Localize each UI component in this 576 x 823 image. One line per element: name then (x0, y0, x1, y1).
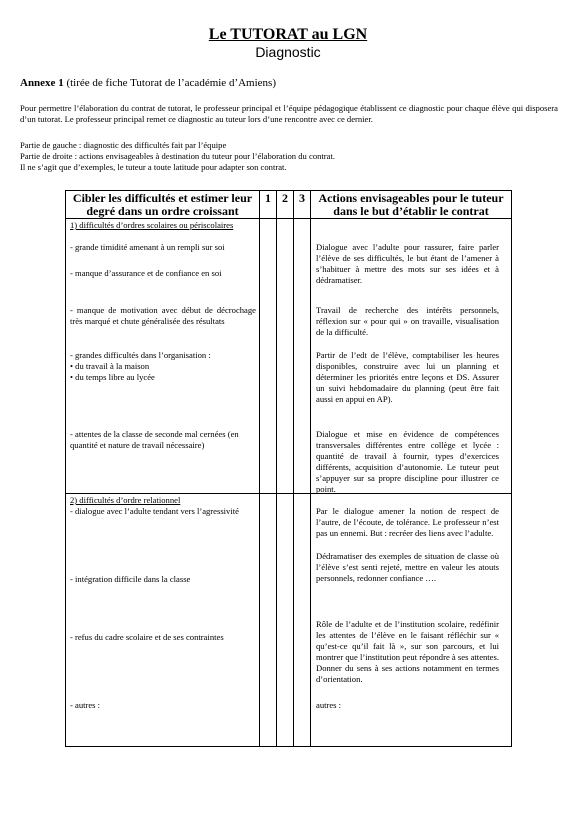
table-row-section-2 (66, 494, 512, 747)
note-examples: Il ne s’agit que d’exemples, le tuteur a toute latitude pour adapter son contrat. (20, 162, 287, 172)
section2-action-others: autres : (316, 700, 342, 710)
section1-actions-cell (311, 219, 512, 494)
section2-level-3-cell[interactable] (294, 494, 311, 747)
section2-item-others: - autres : (70, 700, 101, 710)
header-difficulties: Cibler les difficultés et estimer leur degré dans un ordre croissant (66, 191, 260, 219)
section1-item-expectations: - attentes de la classe de seconde mal cernées (en quantité et nature de travail nécessaire) (70, 429, 239, 450)
section1-action-motivation: Travail de recherche des intérêts personnels, réflexion sur « pour qui » on travaille, visualisation de la difficulté. (316, 305, 499, 337)
bullet-free-time-text: du temps libre au lycée (75, 372, 155, 382)
section2-level-2-cell[interactable] (277, 494, 294, 747)
section2-title: 2) difficultés d’ordre relationnel (70, 495, 181, 505)
organisation-bullet-free-time: • du temps libre au lycée (70, 372, 155, 382)
table-row-section-1 (66, 219, 512, 494)
section1-level-1-cell[interactable] (260, 219, 277, 494)
section1-item-organisation (70, 350, 256, 383)
table-header-row (66, 191, 512, 219)
header-level-2: 2 (277, 191, 294, 219)
annexe-source: (tirée de fiche Tutorat de l’académie d’Amiens) (63, 77, 276, 89)
header-actions: Actions envisageables pour le tuteur dans le but d’établir le contrat (311, 191, 512, 219)
section2-difficulties-cell (66, 494, 260, 747)
bullet-home-text: du travail à la maison (75, 361, 150, 371)
note-right-part: Partie de droite : actions envisageables à destination du tuteur pour l’élaboration du contrat. (20, 151, 336, 161)
section1-action-expectations: Dialogue et mise en évidence de compétences transversales différentes entre collège et lycée : quantité de travail à fournir, types d’exercices différents, acquisition d’autonomie. Le tuteur peut s’appuyer sur sa propre discipline pour illustrer ce point. (316, 429, 499, 494)
section2-actions-cell (311, 494, 512, 747)
section2-action-aggressivity: Par le dialogue amener la notion de respect de l’autre, de l’écoute, de tolérance. Le professeur n’est pas un ennemi. But : recréer des liens avec l’adulte. (316, 506, 499, 538)
section1-difficulties-cell (66, 219, 260, 494)
section1-item-timidity: - grande timidité amenant à un rempli sur soi (70, 242, 225, 252)
section1-action-timidity: Dialogue avec l’adulte pour rassurer, faire parler l’élève de ses difficultés, le but étant de l’amener à s’habituer à mettre des mots sur ses idées et à dédramatiser. (316, 242, 499, 285)
section2-level-1-cell[interactable] (260, 494, 277, 747)
section2-action-refusal: Rôle de l’adulte et de l’institution scolaire, redéfinir les attentes de l’élève en le faisant réfléchir sur « qu’est-ce qu’il fait là », sur son parcours, et lui montrer que l’institution peut répondre à ses attentes. Donner du sens à ses actions notamment en termes d’orientation. (316, 619, 499, 684)
note-left-part: Partie de gauche : diagnostic des difficultés fait par l’équipe (20, 140, 227, 150)
organisation-bullet-home: • du travail à la maison (70, 361, 150, 371)
section1-level-2-cell[interactable] (277, 219, 294, 494)
diagnostic-table (65, 190, 512, 747)
section1-action-organisation: Partir de l’edt de l’élève, comptabiliser les heures disponibles, construire avec lui un planning et déterminer les priorités entre leçons et DS. Assurer un suivi hebdomadaire du planning (peut être fait aussi en appui en AP). (316, 350, 499, 404)
section2-item-integration: - intégration difficile dans la classe (70, 574, 191, 584)
section1-item-confidence: - manque d’assurance et de confiance en soi (70, 268, 222, 278)
annexe-label: Annexe 1 (20, 77, 64, 89)
section2-item-aggressivity: - dialogue avec l’adulte tendant vers l’agressivité (70, 506, 239, 516)
section1-level-3-cell[interactable] (294, 219, 311, 494)
intro-paragraph: Pour permettre l’élaboration du contrat de tutorat, le professeur principal et l’équipe pédagogique établissent ce diagnostic pour chaque élève qui disposera d’un tutorat. Le professeur principal remet ce diagnostic au tuteur lors d’une rencontre avec ce dernier. (20, 103, 558, 124)
page-subtitle: Diagnostic (255, 44, 321, 60)
header-level-3: 3 (294, 191, 311, 219)
section1-item-motivation: - manque de motivation avec début de décrochage très marqué et chute généralisée des résultats (70, 305, 256, 326)
notes-block (20, 140, 560, 173)
section2-action-integration: Dédramatiser des exemples de situation de classe où l’élève s’est senti rejeté, mettre en valeur les atouts personnels, redonner confiance …. (316, 551, 499, 583)
section1-title: 1) difficultés d’ordres scolaires ou périscolaires (70, 220, 234, 230)
header-level-1: 1 (260, 191, 277, 219)
page-title: Le TUTORAT au LGN (208, 26, 368, 43)
organisation-label: - grandes difficultés dans l’organisation : (70, 350, 211, 360)
section2-item-refusal: - refus du cadre scolaire et de ses contraintes (70, 632, 224, 642)
annexe-line (20, 77, 276, 90)
